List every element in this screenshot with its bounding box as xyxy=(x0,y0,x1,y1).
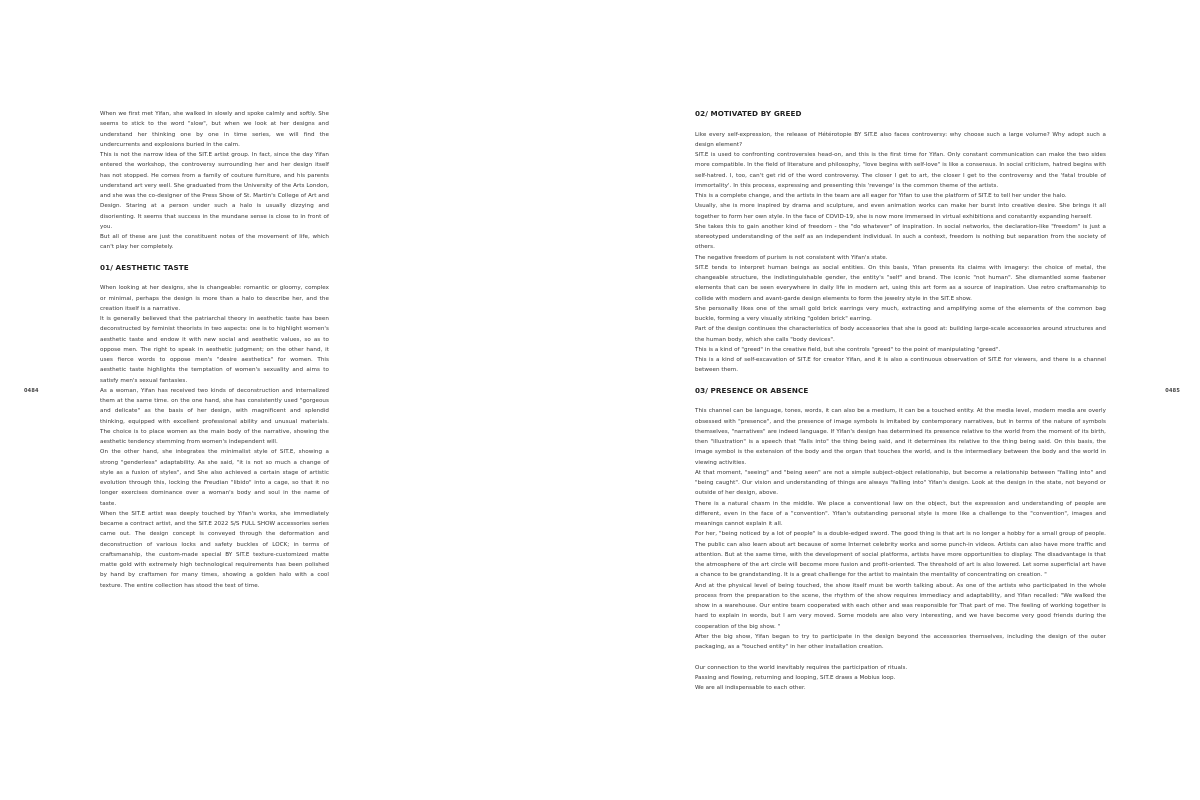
body-paragraph: On the other hand, she integrates the minimalist style of SIT.E, showing a strong "genderless" adaptability. As she said, "it is not so much a change of style as a fusion of styles", and She also achieved a certain stage of artistic evolution through this, locking the Freudian "libido" into a cage, so that it no longer exercises dominance over a woman's body and soul in the name of taste. xyxy=(100,449,329,507)
section-heading-aesthetic-taste: 01/ AESTHETIC TASTE xyxy=(100,262,189,272)
section-heading-motivated-by-greed: 02/ MOTIVATED BY GREED xyxy=(695,109,802,118)
intro-paragraph: This is not the narrow idea of the SIT.E artist group. In fact, since the day Yifan entered the workshop, the controversy surrounding her and her design itself has not stopped. He comes from a family of couture furniture, and his parents understand art very well. She graduated from the University of the Arts London, and she was the co-designer of the Press Show of St. Martin's College of Art and Design. Staring at a person under such a halo is usually dizzying and disorienting. It seems that success in the mundane sense is close to in front of you. xyxy=(100,152,329,230)
right-text-column xyxy=(695,109,1106,693)
body-paragraph: It is generally believed that the patriarchal theory in aesthetic taste has been deconstructed by feminist theorists in two aspects: one is to highlight women's aesthetic taste and endow it with new social and aesthetic values, so as to oppose men. The right to speak in aesthetic judgment; on the other hand, it uses fierce words to oppose men's "desire aesthetics" for women. This aesthetic taste highlights the temptation of women's sexuality and aims to satisfy men's sexual fantasies. xyxy=(100,316,329,384)
body-paragraph: For her, "being noticed by a lot of people" is a double-edged sword. The good thing is that art is no longer a hobby for a small group of people. The public can also learn about art because of some Internet celebrity works and some punch-in videos. Artists can also have more traffic and attention. But at the same time, with the development of social platforms, artists have more opportunities to display. The disadvantage is that the atmosphere of the art circle will become more fusion and profit-oriented. The threshold of art is also lowered. Let some superficial art have a chance to be grandstanding. It is a great challenge for the artist to maintain the mentality of concentrating on creation. " xyxy=(695,531,1106,579)
body-paragraph: Like every self-expression, the release of Hétérotopie BY SIT.E also faces controversy: why choose such a large volume? Why adopt such a design element? xyxy=(695,131,1106,148)
body-paragraph: This channel can be language, tones, words, it can also be a medium, it can be a touched entity. At the media level, modern media are overly obsessed with "presence", and the presence of image symbols is imitated by contemporary narratives, but in terms of the nature of symbols themselves, "narratives" are indeed language. If Yifan's design has determined its presence relative to the world from the moment of its birth, then "illustration" is a speech that "falls into" the thing being said, and it determines its relative to the thing being said. On this basis, the image symbol is the extension of the body and the organ that touches the world, and is the intermediary between the body and the world in viewing activities. xyxy=(695,408,1106,466)
body-paragraph: SIT.E tends to interpret human beings as social entities. On this basis, Yifan presents its claims with imagery: the choice of metal, the changeable structure, the indistinguishable gender, the entity's "self" and brand. The iconic "not human". She dismantled some fastener elements that can be seen everywhere in daily life in modern art, using this art form as a source of inspiration. Use retro craftsmanship to collide with modern and avant-garde design elements to form the jewelry style in the SIT.E show. xyxy=(695,264,1106,302)
page-number-right: 0485 xyxy=(1165,388,1180,394)
body-paragraph: When looking at her designs, she is changeable: romantic or gloomy, complex or minimal, perhaps the design is more than a halo to describe her, and the creation itself is a narrative. xyxy=(100,285,329,312)
right-page xyxy=(600,0,1200,800)
body-paragraph: After the big show, Yifan began to try to participate in the design beyond the accessories themselves, including the design of the outer packaging, as a "touched entity" in her other installation creation. xyxy=(695,633,1106,650)
body-paragraph: As a woman, Yifan has received two kinds of deconstruction and internalized them at the same time. on the one hand, she has consistently used "gorgeous and delicate" as the basis of her design, with magnificent and splendid thinking, equipped with excellent professional ability and unusual materials. The choice is to place women as the main body of the narrative, showing the aesthetic tendency stemming from women's independent will. xyxy=(100,387,329,445)
closing-line: We are all indispensable to each other. xyxy=(695,685,806,691)
body-paragraph: At that moment, "seeing" and "being seen" are not a simple subject-object relationship, but become a relationship between "falling into" and "being caught". Our vision and understanding of things are always "falling into" Yifan's design. Look at the design in the state, not beyond or outside of her design, above. xyxy=(695,469,1106,497)
body-paragraph: This is a kind of self-excavation of SIT.E for creator Yifan, and it is also a continuous observation of SIT.E for viewers, and there is a channel between them. xyxy=(695,357,1106,374)
body-paragraph: Usually, she is more inspired by drama and sculpture, and even animation works can make her burst into creative desire. She brings it all together to form her own style. In the face of COVID-19, she is now more immersed in virtual exhibitions and constantly expanding herself. xyxy=(695,203,1106,220)
body-paragraph: And at the physical level of being touched, the show itself must be worth talking about. As one of the artists who participated in the whole process from the preparation to the scene, the rhythm of the show requires immediacy and adaptability, and Yifan recalled: "We walked the show in a warehouse. Our entire team cooperated with each other and was responsible for That part of me. The feeling of working together is hard to explain in words, but I am very moved. Some models are also very interesting, and we have become very good friends during the cooperation of the big show. " xyxy=(695,582,1106,630)
body-paragraph: When the SIT.E artist was deeply touched by Yifan's works, she immediately became a contract artist, and the SIT.E 2022 S/S FULL SHOW accessories series came out. The design concept is conveyed through the deformation and deconstruction of various locks and safety buckles of LOCK; in terms of craftsmanship, the custom-made special BY SIT.E texture-customized matte matte gold with extremely high technological requirements has been polished by hand by craftsmen for many times, showing a golden halo with a cool texture. The entire collection has stood the test of time. xyxy=(100,510,329,589)
left-text-column xyxy=(100,109,329,591)
body-paragraph: This is a complete change, and the artists in the team are all eager for Yifan to use the platform of SIT.E to tell her under the halo. xyxy=(695,193,1067,199)
intro-paragraph: But all of these are just the constituent notes of the movement of life, which can't play her completely. xyxy=(100,234,329,251)
body-paragraph: She personally likes one of the small gold brick earrings very much, extracting and amplifying some of the elements of the common bag buckle, forming a very visually striking "golden brick" earring. xyxy=(695,305,1106,322)
page-number-left: 0484 xyxy=(24,388,39,394)
body-paragraph: The negative freedom of purism is not consistent with Yifan's state. xyxy=(695,254,888,261)
body-paragraph: SIT.E is used to confronting controversies head-on, and this is the first time for Yifan. Only constant communication can make the two sides more compatible. In the field of literature and philosophy, "love begins with self-love" is like a consensus. In social criticism, hatred begins with self-hatred. I, too, can't get rid of the word controversy. The closer I get to art, the closer I get to the controversy and the 'fatal trouble of immortality'. In this process, expressing and presenting this 'revenge' is the common theme of the artists. xyxy=(695,152,1106,189)
intro-paragraph: When we first met Yifan, she walked in slowly and spoke calmly and softly. She seems to stick to the word "slow", but when we look at her designs and understand her thinking one by one in time series, we will find the undercurrents and explosions buried in the calm. xyxy=(100,111,329,148)
body-paragraph: She takes this to gain another kind of freedom - the "do whatever" of inspiration. In social networks, the declaration-like "freedom" is just a stereotyped understanding of the self as an independent individual. In such a context, freedom is nothing but separation from the society of others. xyxy=(695,223,1106,251)
closing-line: Our connection to the world inevitably requires the participation of rituals. xyxy=(695,664,908,671)
section-heading-presence-or-absence: 03/ PRESENCE OR ABSENCE xyxy=(695,385,809,395)
closing-line: Passing and flowing, returning and looping, SIT.E draws a Mobius loop. xyxy=(695,674,896,681)
body-paragraph: There is a natural chasm in the middle. We place a conventional law on the object, but the expression and understanding of people are different, even in the face of a "convention". Yifan's outstanding personal style is more like a challenge to the "convention", images and meanings cannot explain it all. xyxy=(695,500,1106,527)
body-paragraph: This is a kind of "greed" in the creative field, but she controls "greed" to the point of manipulating "greed". xyxy=(695,346,1001,353)
body-paragraph: Part of the design continues the characteristics of body accessories that she is good at: building large-scale accessories around structures and the human body, which she calls "body devices". xyxy=(695,326,1106,343)
